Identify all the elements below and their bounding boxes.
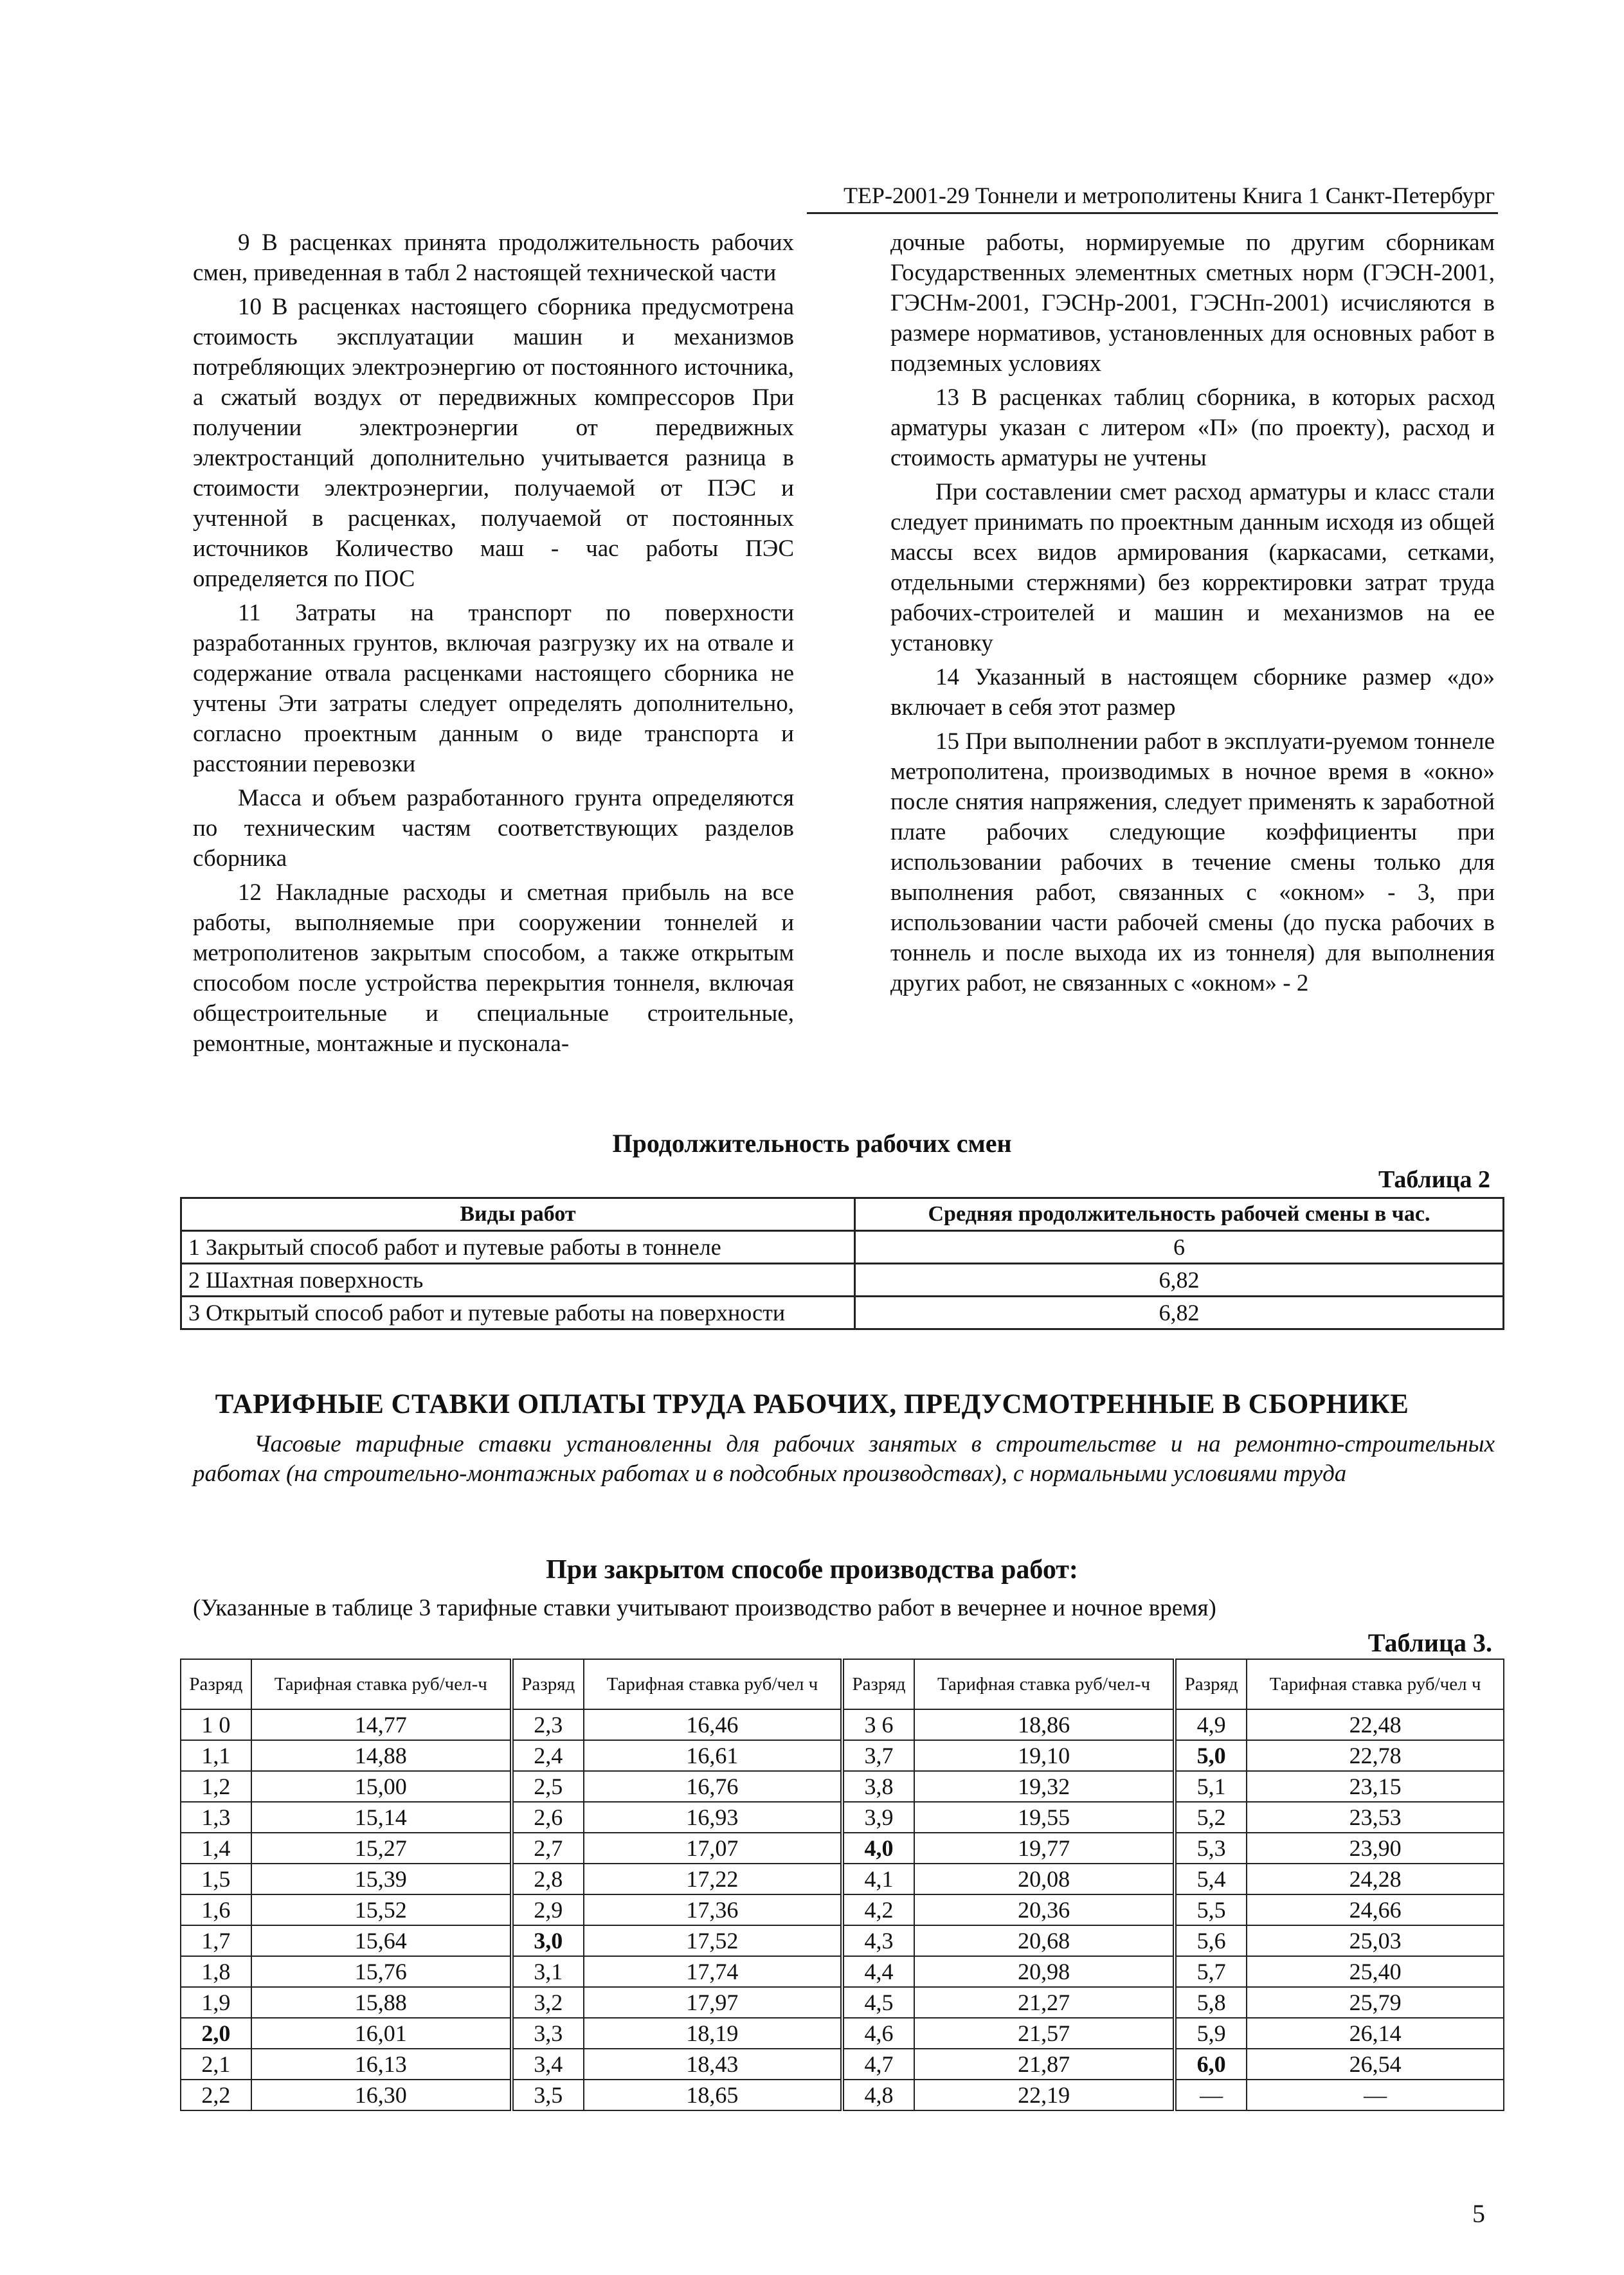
grade-cell: 1,4 — [181, 1833, 251, 1864]
rate-cell: 16,13 — [251, 2049, 512, 2080]
table-row — [181, 1956, 1504, 1987]
grade-cell: 1,6 — [181, 1894, 251, 1925]
closed-method-title: При закрытом способе производства работ: — [546, 1555, 1078, 1585]
table-header-cell: Разряд — [1175, 1659, 1247, 1709]
rate-cell: 22,78 — [1247, 1740, 1504, 1771]
rate-cell: 15,14 — [251, 1802, 512, 1833]
rate-cell: 23,15 — [1247, 1771, 1504, 1802]
grade-cell: 3,2 — [512, 1987, 584, 2018]
closed-method-note: (Указанные в таблице 3 тарифные ставки учитывают производство работ в вечернее и ночное время) — [193, 1595, 1216, 1621]
rate-cell: 15,88 — [251, 1987, 512, 2018]
grade-cell: 4,3 — [842, 1925, 914, 1956]
table-row — [181, 1297, 1504, 1329]
table-header-cell: Тарифная ставка руб/чел ч — [584, 1659, 842, 1709]
grade-cell: 2,7 — [512, 1833, 584, 1864]
rate-cell: 17,07 — [584, 1833, 842, 1864]
table-header-cell: Разряд — [842, 1659, 914, 1709]
rate-cell: 26,54 — [1247, 2049, 1504, 2080]
paragraph: 15 При выполнении работ в эксплуати-руемом тоннеле метрополитена, производимых в ночное время в «окно» после снятия напряжения, следует применять к заработной плате рабочих следующие коэффициенты при использовании рабочих в течение смены только для выполнения работ, связанных с «окном» - 3, при использовании части рабочей смены (до пуска рабочих в тоннель и после выхода их из тоннеля) для выполнения других работ, не связанных с «окном» - 2 — [890, 728, 1495, 996]
rate-cell: 15,64 — [251, 1925, 512, 1956]
rate-cell: 17,36 — [584, 1894, 842, 1925]
grade-cell: 4,2 — [842, 1894, 914, 1925]
rate-cell: 20,36 — [914, 1894, 1175, 1925]
grade-cell: 1,2 — [181, 1771, 251, 1802]
rate-cell: 25,40 — [1247, 1956, 1504, 1987]
grade-cell: 1,9 — [181, 1987, 251, 2018]
grade-cell: 4,5 — [842, 1987, 914, 2018]
tariff-rates-table — [180, 1659, 1504, 2111]
rate-cell: 19,32 — [914, 1771, 1175, 1802]
rate-cell: 24,66 — [1247, 1894, 1504, 1925]
grade-cell: 5,8 — [1175, 1987, 1247, 2018]
rates-intro: Часовые тарифные ставки установленны для рабочих занятых в строительстве и на ремонтно-строительных работах (на строительно-монтажных работах и в подсобных производствах), с нормальными условиями труда — [193, 1431, 1495, 1487]
page-number: 5 — [1472, 2199, 1485, 2228]
grade-cell: 5,9 — [1175, 2018, 1247, 2049]
rate-cell: 19,77 — [914, 1833, 1175, 1864]
grade-cell: 1,5 — [181, 1864, 251, 1894]
table-row — [181, 1771, 1504, 1802]
grade-cell: 3,9 — [842, 1802, 914, 1833]
grade-cell: 2,8 — [512, 1864, 584, 1894]
grade-cell: 3,5 — [512, 2080, 584, 2110]
rate-cell: 18,19 — [584, 2018, 842, 2049]
rate-cell: 20,98 — [914, 1956, 1175, 1987]
table3-label: Таблица 3. — [1367, 1628, 1492, 1657]
grade-cell: 1,8 — [181, 1956, 251, 1987]
table-row — [181, 1231, 1504, 1264]
table-header-cell: Виды работ — [181, 1198, 855, 1231]
table2-label: Таблица 2 — [1378, 1166, 1490, 1193]
paragraph: При составлении смет расход арматуры и класс стали следует принимать по проектным данным исходя из общей массы всех видов армирования (каркасами, сетками, отдельными стержнями) без корректировки затрат труда рабочих-строителей и машин и механизмов на ее установку — [890, 479, 1495, 656]
grade-cell: 5,5 — [1175, 1894, 1247, 1925]
table-row — [181, 1740, 1504, 1771]
table-row — [181, 1709, 1504, 1740]
paragraph: 14 Указанный в настоящем сборнике размер «до» включает в себя этот размер — [890, 664, 1495, 721]
grade-cell: 1,3 — [181, 1802, 251, 1833]
table-row — [181, 2080, 1504, 2110]
grade-cell: 2,5 — [512, 1771, 584, 1802]
rate-cell: 18,86 — [914, 1709, 1175, 1740]
rate-cell: 16,76 — [584, 1771, 842, 1802]
table-cell: 3 Открытый способ работ и путевые работы на поверхности — [181, 1297, 855, 1329]
rate-cell: 17,22 — [584, 1864, 842, 1894]
grade-cell: 3 6 — [842, 1709, 914, 1740]
rate-cell: 21,57 — [914, 2018, 1175, 2049]
grade-cell: 2,4 — [512, 1740, 584, 1771]
table-row — [181, 1802, 1504, 1833]
paragraph: 11 Затраты на транспорт по поверхности разработанных грунтов, включая разгрузку их на отвале и содержание отвала расценками настоящего сборника не учтены Эти затраты следует определять дополнительно, согласно проектным данным о виде транспорта и расстоянии перевозки — [193, 600, 794, 777]
rate-cell: 15,39 — [251, 1864, 512, 1894]
grade-cell: 2,1 — [181, 2049, 251, 2080]
paragraph: 13 В расценках таблиц сборника, в которых расход арматуры указан с литером «П» (по проекту), расход и стоимость арматуры не учтены — [890, 384, 1495, 471]
grade-cell: 2,3 — [512, 1709, 584, 1740]
table-header-cell: Тарифная ставка руб/чел ч — [1247, 1659, 1504, 1709]
table-header-cell: Средняя продолжительность рабочей смены в час. — [855, 1198, 1504, 1231]
grade-cell: 4,8 — [842, 2080, 914, 2110]
grade-cell: 5,2 — [1175, 1802, 1247, 1833]
grade-cell: 4,1 — [842, 1864, 914, 1894]
grade-cell: 5,3 — [1175, 1833, 1247, 1864]
grade-cell: 2,0 — [181, 2018, 251, 2049]
header-rule — [807, 212, 1498, 214]
grade-cell: 2,9 — [512, 1894, 584, 1925]
grade-cell: 3,8 — [842, 1771, 914, 1802]
table-cell: 6,82 — [855, 1297, 1504, 1329]
grade-cell: 5,0 — [1175, 1740, 1247, 1771]
table-row — [181, 1894, 1504, 1925]
grade-cell: 2,2 — [181, 2080, 251, 2110]
rate-cell: 16,93 — [584, 1802, 842, 1833]
rate-cell: 23,90 — [1247, 1833, 1504, 1864]
grade-cell: 3,7 — [842, 1740, 914, 1771]
rate-cell: 24,28 — [1247, 1864, 1504, 1894]
grade-cell: 3,1 — [512, 1956, 584, 1987]
grade-cell: 6,0 — [1175, 2049, 1247, 2080]
rate-cell: 16,01 — [251, 2018, 512, 2049]
rate-cell: 15,27 — [251, 1833, 512, 1864]
paragraph: Масса и объем разработанного грунта определяются по техническим частям соответствующих разделов сборника — [193, 785, 794, 872]
grade-cell: 4,7 — [842, 2049, 914, 2080]
grade-cell: 5,4 — [1175, 1864, 1247, 1894]
rate-cell: 19,55 — [914, 1802, 1175, 1833]
rate-cell: 20,68 — [914, 1925, 1175, 1956]
grade-cell: 5,7 — [1175, 1956, 1247, 1987]
table-cell: 1 Закрытый способ работ и путевые работы в тоннеле — [181, 1231, 855, 1264]
rate-cell: 19,10 — [914, 1740, 1175, 1771]
rate-cell: 14,88 — [251, 1740, 512, 1771]
rate-cell: 17,97 — [584, 1987, 842, 2018]
left-column — [193, 228, 794, 1063]
shift-duration-table — [180, 1197, 1504, 1330]
running-header: ТЕР-2001-29 Тоннели и метрополитены Книга 1 Санкт-Петербург — [843, 183, 1495, 208]
grade-cell: 3,0 — [512, 1925, 584, 1956]
paragraph: дочные работы, нормируемые по другим сборникам Государственных элементных сметных норм (ГЭСН-2001, ГЭСНм-2001, ГЭСНр-2001, ГЭСНп-2001) исчисляются в размере нормативов, установленных для основных работ в подземных условиях — [890, 229, 1495, 377]
rate-cell: 18,43 — [584, 2049, 842, 2080]
grade-cell: — — [1175, 2080, 1247, 2110]
rate-cell: 15,52 — [251, 1894, 512, 1925]
rate-cell: 17,52 — [584, 1925, 842, 1956]
table-header-cell: Разряд — [512, 1659, 584, 1709]
right-column — [890, 228, 1495, 1002]
grade-cell: 1,1 — [181, 1740, 251, 1771]
table-header-cell: Тарифная ставка руб/чел-ч — [251, 1659, 512, 1709]
table-row — [181, 1987, 1504, 2018]
grade-cell: 4,6 — [842, 2018, 914, 2049]
rates-section-title: ТАРИФНЫЕ СТАВКИ ОПЛАТЫ ТРУДА РАБОЧИХ, ПРЕДУСМОТРЕННЫЕ В СБОРНИКЕ — [215, 1389, 1409, 1419]
rate-cell: 17,74 — [584, 1956, 842, 1987]
rate-cell: 26,14 — [1247, 2018, 1504, 2049]
paragraph: 9 В расценках принята продолжительность рабочих смен, приведенная в табл 2 настоящей технической части — [193, 229, 794, 286]
rate-cell: 18,65 — [584, 2080, 842, 2110]
table2-title: Продолжительность рабочих смен — [612, 1129, 1012, 1158]
rate-cell: 20,08 — [914, 1864, 1175, 1894]
rate-cell: 22,19 — [914, 2080, 1175, 2110]
rate-cell: 16,30 — [251, 2080, 512, 2110]
rate-cell: 15,76 — [251, 1956, 512, 1987]
table-cell: 6 — [855, 1231, 1504, 1264]
rate-cell: 25,79 — [1247, 1987, 1504, 2018]
grade-cell: 4,4 — [842, 1956, 914, 1987]
table-cell: 6,82 — [855, 1264, 1504, 1297]
paragraph: 10 В расценках настоящего сборника предусмотрена стоимость эксплуатации машин и механизмов потребляющих электроэнергию от постоянного источника, а сжатый воздух от передвижных компрессоров При получении электроэнергии от передвижных электростанций дополнительно учитывается разница в стоимости электроэнергии, получаемой от ПЭС и учтенной в расценках, получаемой от постоянных источников Количество маш - час работы ПЭС определяется по ПОС — [193, 294, 794, 592]
grade-cell: 3,3 — [512, 2018, 584, 2049]
rate-cell: 14,77 — [251, 1709, 512, 1740]
grade-cell: 3,4 — [512, 2049, 584, 2080]
table-row — [181, 1864, 1504, 1894]
grade-cell: 5,6 — [1175, 1925, 1247, 1956]
grade-cell: 1,7 — [181, 1925, 251, 1956]
grade-cell: 4,9 — [1175, 1709, 1247, 1740]
grade-cell: 5,1 — [1175, 1771, 1247, 1802]
rate-cell: 21,87 — [914, 2049, 1175, 2080]
rate-cell: 22,48 — [1247, 1709, 1504, 1740]
table-cell: 2 Шахтная поверхность — [181, 1264, 855, 1297]
rate-cell: 23,53 — [1247, 1802, 1504, 1833]
grade-cell: 2,6 — [512, 1802, 584, 1833]
table-row — [181, 1833, 1504, 1864]
table-row — [181, 2018, 1504, 2049]
rate-cell: 16,61 — [584, 1740, 842, 1771]
rate-cell: — — [1247, 2080, 1504, 2110]
grade-cell: 4,0 — [842, 1833, 914, 1864]
table-row — [181, 1264, 1504, 1297]
table-header-cell: Тарифная ставка руб/чел-ч — [914, 1659, 1175, 1709]
paragraph: 12 Накладные расходы и сметная прибыль на все работы, выполняемые при сооружении тоннелей и метрополитенов закрытым способом, а также открытым способом после устройства перекрытия тоннеля, включая общестроительные и специальные строительные, ремонтные, монтажные и пусконала- — [193, 879, 794, 1057]
table-row — [181, 2049, 1504, 2080]
rate-cell: 21,27 — [914, 1987, 1175, 2018]
rate-cell: 16,46 — [584, 1709, 842, 1740]
grade-cell: 1 0 — [181, 1709, 251, 1740]
rate-cell: 25,03 — [1247, 1925, 1504, 1956]
table-row — [181, 1925, 1504, 1956]
rate-cell: 15,00 — [251, 1771, 512, 1802]
table-header-cell: Разряд — [181, 1659, 251, 1709]
